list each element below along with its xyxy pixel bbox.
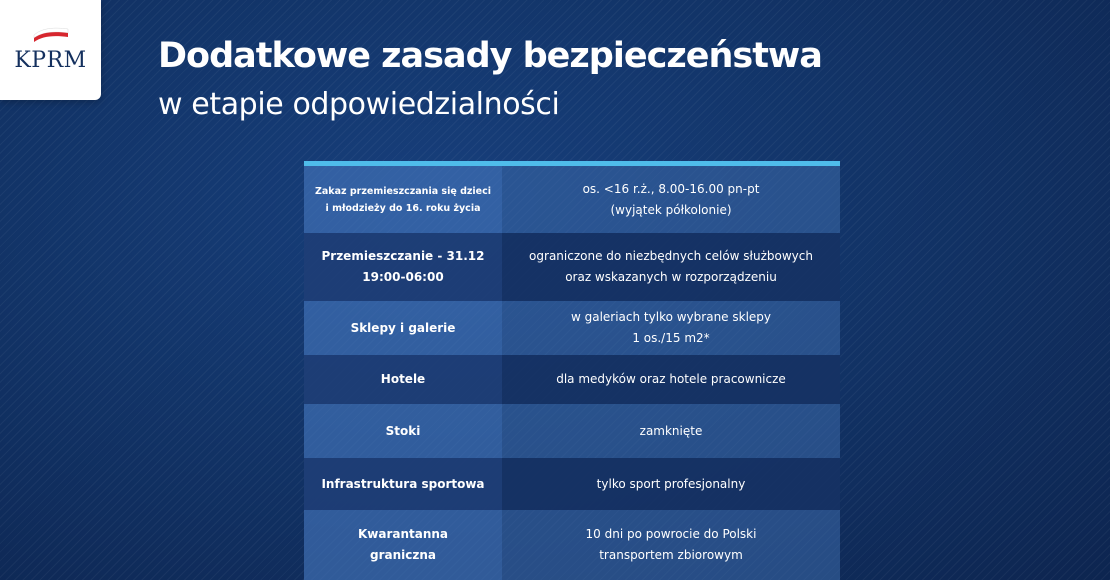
row-value-line: tylko sport profesjonalny (596, 476, 746, 491)
table-row (304, 301, 840, 355)
table-row (304, 355, 840, 404)
row-label (304, 301, 502, 355)
table-row (304, 233, 840, 301)
row-label (304, 355, 502, 404)
row-value-line: (wyjątek półkolonie) (610, 202, 732, 217)
row-label-line: Kwarantanna (357, 527, 449, 541)
row-value-line: 1 os./15 m2* (632, 331, 710, 345)
row-label (304, 458, 502, 510)
row-label (304, 233, 502, 301)
row-label (304, 166, 502, 233)
row-value (502, 301, 840, 355)
row-value (502, 510, 840, 580)
row-value (502, 404, 840, 458)
row-label-line: Zakaz przemieszczania się dzieci (315, 185, 491, 197)
row-value (502, 233, 840, 301)
row-label-line: Stoki (385, 423, 421, 438)
row-label-line: Hotele (380, 372, 426, 386)
row-label (304, 510, 502, 580)
row-label-line: Sklepy i galerie (350, 320, 456, 335)
row-value (502, 458, 840, 510)
row-value-line: os. <16 r.ż., 8.00-16.00 pn-pt (582, 181, 760, 196)
row-value-line: zamknięte (639, 423, 703, 438)
row-label-line: Infrastruktura sportowa (321, 476, 485, 491)
row-value-line: transportem zbiorowym (599, 548, 743, 562)
rules-table (304, 161, 840, 580)
row-value (502, 166, 840, 233)
page-title: Dodatkowe zasady bezpieczeństwa (158, 36, 822, 76)
table-row (304, 166, 840, 233)
table-row (304, 510, 840, 580)
row-label-line: graniczna (370, 548, 436, 562)
row-value-line: dla medyków oraz hotele pracownicze (556, 372, 786, 386)
table-row (304, 404, 840, 458)
kprm-logo (0, 0, 101, 100)
row-label-line: 19:00-06:00 (362, 270, 444, 284)
table-row (304, 458, 840, 510)
row-label (304, 404, 502, 458)
polish-flag-icon (32, 26, 70, 44)
page-subtitle: w etapie odpowiedzialności (158, 87, 560, 122)
logo-text: KPRM (14, 48, 87, 73)
row-value-line: 10 dni po powrocie do Polski (585, 527, 757, 541)
row-label-line: i młodzieży do 16. roku życia (325, 202, 481, 214)
row-value (502, 355, 840, 404)
row-value-line: ograniczone do niezbędnych celów służbowych (529, 249, 813, 263)
row-label-line: Przemieszczanie - 31.12 (321, 249, 485, 263)
row-value-line: oraz wskazanych w rozporządzeniu (565, 270, 777, 284)
row-value-line: w galeriach tylko wybrane sklepy (570, 310, 772, 324)
